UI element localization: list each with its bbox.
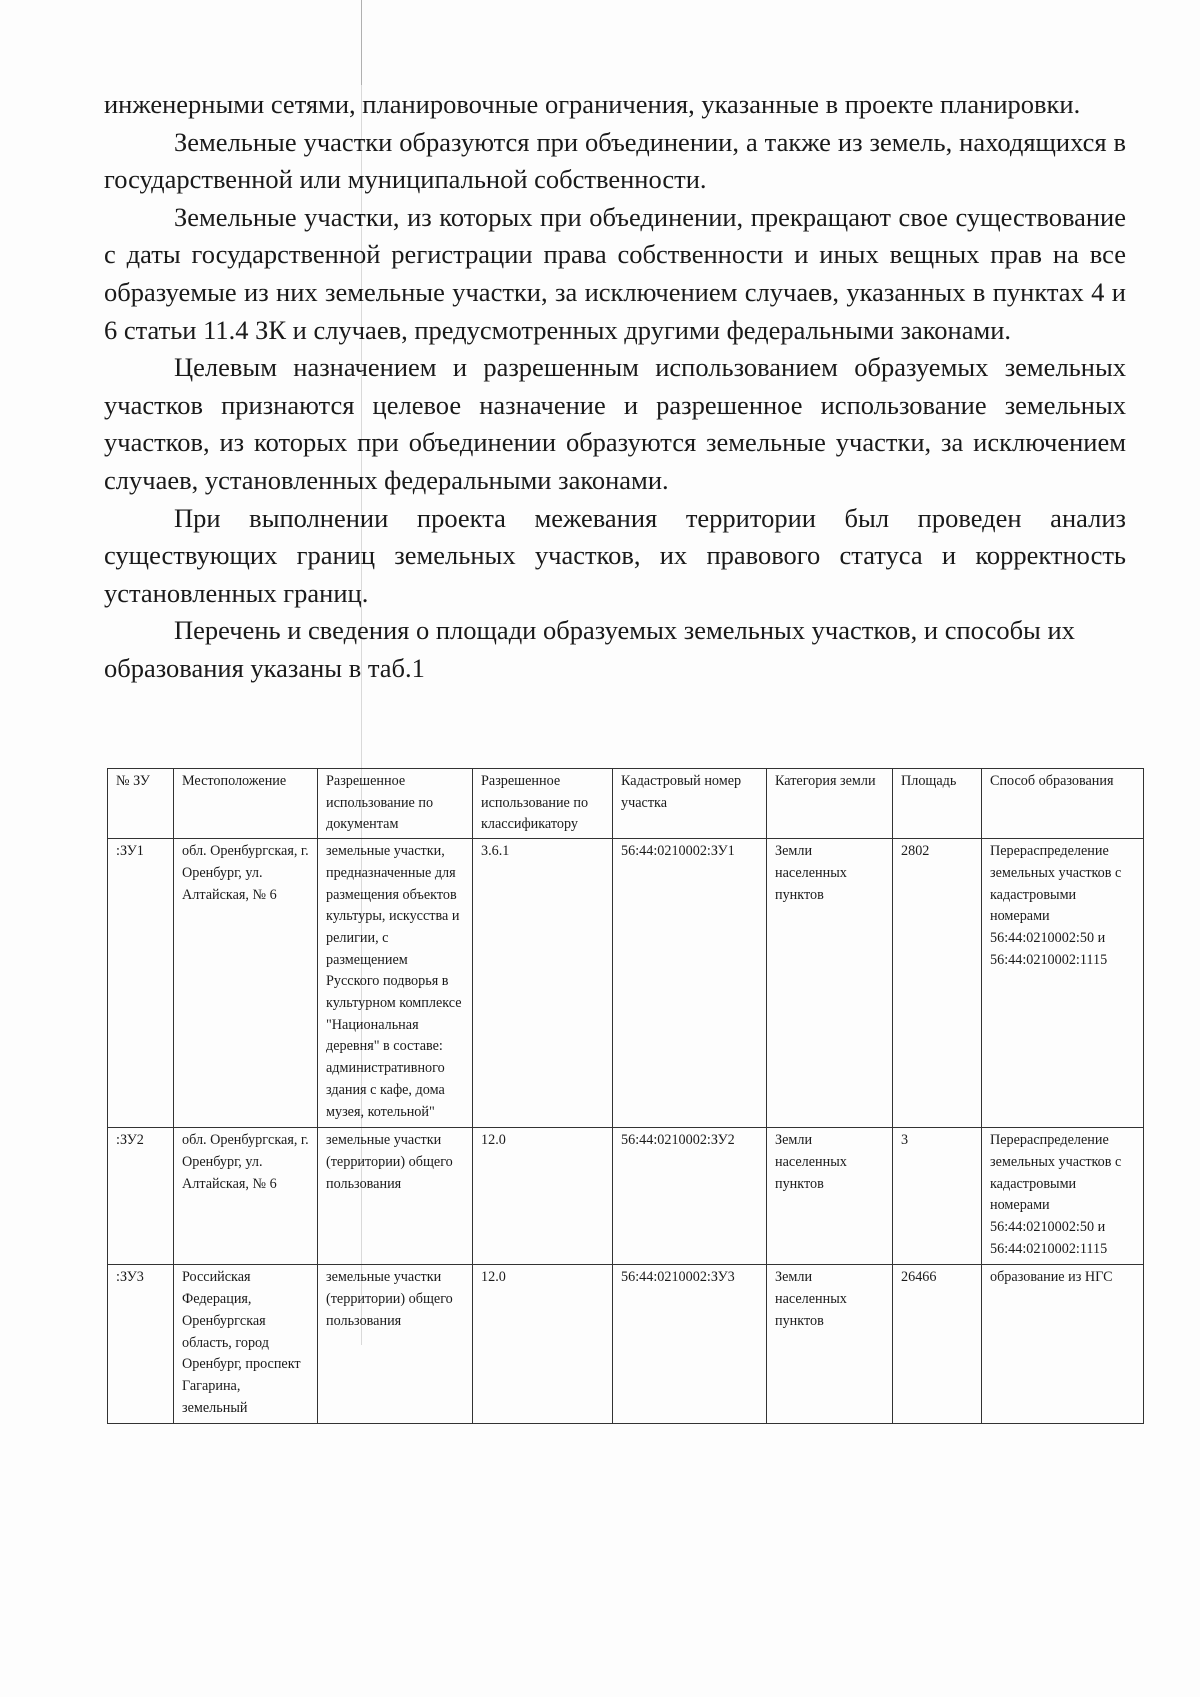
table-cell: 12.0 bbox=[473, 1265, 613, 1424]
table-caption: Перечень и сведения о площади образуемых земельных участков, и способы их образования указаны в таб.1 bbox=[104, 615, 1075, 683]
table-header-row bbox=[108, 769, 1144, 839]
table-cell: земельные участки (территории) общего пользования bbox=[318, 1265, 473, 1424]
table-cell: :ЗУ3 bbox=[108, 1265, 174, 1424]
land-plots-table bbox=[107, 768, 1143, 1424]
table-cell: 56:44:0210002:ЗУ2 bbox=[613, 1128, 767, 1265]
table-cell: 3 bbox=[893, 1128, 982, 1265]
column-header: Способ образования bbox=[982, 769, 1144, 839]
table-cell: :ЗУ1 bbox=[108, 839, 174, 1128]
table-row bbox=[108, 1265, 1144, 1424]
paragraph: Целевым назначением и разрешенным использованием образуемых земельных участков признаются целевое назначение и разрешенное использование земельных участков, из которых при объединении образуются земельные участки, за исключением случаев, установленных федеральными законами. bbox=[104, 352, 1126, 495]
column-header: Разрешенное использование по документам bbox=[318, 769, 473, 839]
table bbox=[107, 768, 1144, 1424]
scan-artifact-line bbox=[361, 0, 362, 85]
table-cell: обл. Оренбургская, г. Оренбург, ул. Алтайская, № 6 bbox=[174, 839, 318, 1128]
column-header: Разрешенное использование по классификатору bbox=[473, 769, 613, 839]
column-header: Местоположение bbox=[174, 769, 318, 839]
table-cell: 26466 bbox=[893, 1265, 982, 1424]
paragraph: инженерными сетями, планировочные ограничения, указанные в проекте планировки. bbox=[104, 89, 1081, 119]
table-cell: Перераспределение земельных участков с кадастровыми номерами 56:44:0210002:50 и 56:44:0210002:1115 bbox=[982, 839, 1144, 1128]
table-row bbox=[108, 839, 1144, 1128]
table-cell: Российская Федерация, Оренбургская область, город Оренбург, проспект Гагарина, земельный bbox=[174, 1265, 318, 1424]
table-row bbox=[108, 1128, 1144, 1265]
table-cell: земельные участки, предназначенные для размещения объектов культуры, искусства и религии, с размещением Русского подворья в культурном комплексе "Национальная деревня" в составе: административного здания с кафе, дома музея, котельной" bbox=[318, 839, 473, 1128]
table-cell: Земли населенных пунктов bbox=[767, 1265, 893, 1424]
table-cell: :ЗУ2 bbox=[108, 1128, 174, 1265]
table-cell: 2802 bbox=[893, 839, 982, 1128]
table-cell: земельные участки (территории) общего пользования bbox=[318, 1128, 473, 1265]
body-text bbox=[104, 86, 1126, 688]
table-cell: Перераспределение земельных участков с кадастровыми номерами 56:44:0210002:50 и 56:44:0210002:1115 bbox=[982, 1128, 1144, 1265]
paragraph: Земельные участки образуются при объединении, а также из земель, находящихся в государственной или муниципальной собственности. bbox=[104, 126, 1126, 195]
paragraph: При выполнении проекта межевания территории был проведен анализ существующих границ земельных участков, их правового статуса и корректность установленных границ. bbox=[104, 502, 1126, 608]
table-cell: 56:44:0210002:ЗУ3 bbox=[613, 1265, 767, 1424]
table-cell: 12.0 bbox=[473, 1128, 613, 1265]
column-header: № ЗУ bbox=[108, 769, 174, 839]
column-header: Кадастровый номер участка bbox=[613, 769, 767, 839]
column-header: Категория земли bbox=[767, 769, 893, 839]
table-cell: образование из НГС bbox=[982, 1265, 1144, 1424]
column-header: Площадь bbox=[893, 769, 982, 839]
paragraph: Земельные участки, из которых при объединении, прекращают свое существование с даты государственной регистрации права собственности и иных вещных прав на все образуемые из них земельные участки, за исключением случаев, указанных в пунктах 4 и 6 статьи 11.4 ЗК и случаев, предусмотренных другими федеральными законами. bbox=[104, 201, 1126, 345]
table-cell: Земли населенных пунктов bbox=[767, 839, 893, 1128]
table-cell: Земли населенных пунктов bbox=[767, 1128, 893, 1265]
table-cell: 56:44:0210002:ЗУ1 bbox=[613, 839, 767, 1128]
table-cell: обл. Оренбургская, г. Оренбург, ул. Алтайская, № 6 bbox=[174, 1128, 318, 1265]
table-cell: 3.6.1 bbox=[473, 839, 613, 1128]
